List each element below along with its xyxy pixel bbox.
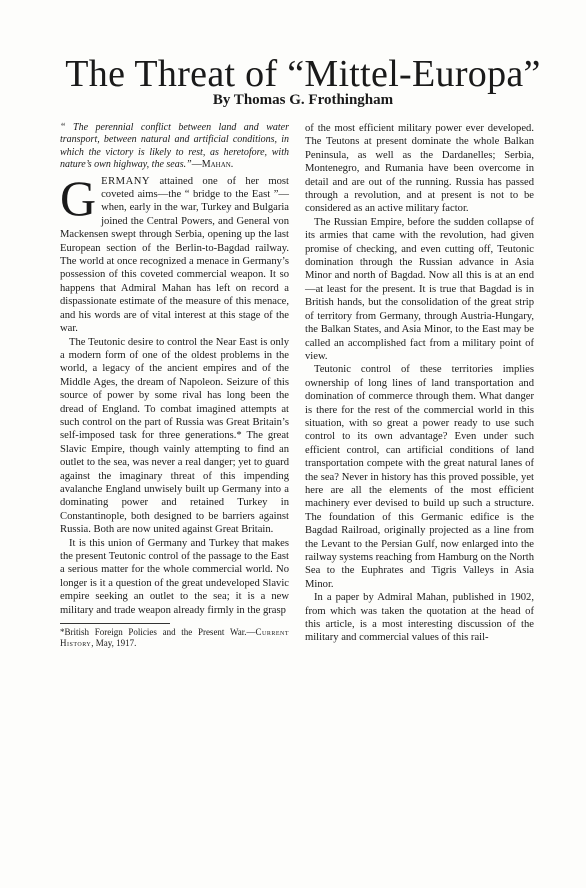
footnote — [60, 627, 289, 649]
article-byline: By Thomas G. Frothingham — [212, 92, 394, 108]
paragraph: In a paper by Admiral Mahan, published in 1902, from which was taken the quotation at the head of this article, is a most interesting discussion of the military and commercial values of this rail- — [305, 592, 534, 644]
footnote-divider — [60, 623, 170, 624]
paragraph: Teutonic control of these territories implies ownership of long lines of land transportation and domination of commerce through them. What danger is there for the rest of the commercial world in this situation, with so great a power ready to use such control to its own advantage? Even under such efficient control, can artificial conditions of land transportation compete with the great natural lanes of the sea? Never in history has this proved possible, yet here are all the elements of the most efficient machinery ever devised to build up such a structure. The foundation of this Germanic edifice is the Bagdad Railroad, originally projected as a line from the Levant to the Persian Gulf, now enlarged into the railway systems reaching from Hamburg on the North Sea to the Euphrates and Tigris Valleys in Asia Minor. — [305, 364, 534, 590]
lead-paragraph — [60, 169, 289, 336]
lead-caps: ERMANY — [101, 175, 151, 187]
footnote-source: Current History — [60, 627, 289, 649]
paragraph: It is this union of Germany and Turkey that makes the present Teutonic control of the passage to the East a serious matter for the whole commercial world. No longer is it a question of the great undeveloped Slavic empire seeking an outlet to the sea; it is a new military and trade weapon already firmly in the grasp — [60, 537, 289, 616]
epigraph — [60, 122, 289, 172]
right-column — [305, 122, 534, 645]
paragraph: of the most efficient military power ever developed. The Teutons at present dominate the whole Balkan Peninsula, as well as the Dardanelles; Serbia, Montenegro, and Rumania have been overcome in detail and are out of the running. Russia has passed through a revolution, and at present is not to be considered as an active military factor. — [305, 123, 534, 215]
epigraph-source: —Mahan. — [191, 159, 234, 171]
left-column — [60, 122, 289, 649]
article-title: The Threat of “Mittel-Europa” — [65, 53, 541, 95]
footnote-date: , May, 1917. — [91, 638, 137, 649]
footnote-text: *British Foreign Policies and the Present War.— — [60, 627, 256, 638]
epigraph-text: “ The perennial conflict between land and water transport, between natural and artificial conditions, in which the victory is likely to rest, as heretofore, with nature’s own highway, the seas.” — [60, 122, 289, 171]
paragraph: The Teutonic desire to control the Near East is only a modern form of one of the oldest problems in the world, a legacy of the ancient empires and of the Middle Ages, the dream of Napoleon. Seizure of this source of power by some rival has long been the dread of England. To combat imagined attempts at such control on the part of Russia was Great Britain’s self-imposed task for three generations.* The great Slavic Empire, though vainly attempting to find an outlet to the sea, was never a real danger; yet to guard against the imaginary threat of this impending avalanche England unwisely built up Germany into a dominating power and retained Turkey in Constantinople, both designed to be barriers against Russia. Both are now united against Great Britain. — [60, 336, 289, 536]
paragraph-text: attained one of her most coveted aims—the “ bridge to the East ”—when, early in the war, Turkey and Bulgaria joined the Central Powers, and General von Mackensen swept through Serbia, opening up the last European section of the Berlin-to-Bagdad railway. The world at once recognized a menace in Germany’s possession of this coveted commercial weapon. It so happens that Admiral Mahan has left on record a dispassionate estimate of the measure of this menace, and his words are of vital interest at this stage of the war. — [60, 175, 289, 335]
drop-cap: G — [60, 169, 97, 226]
paragraph: The Russian Empire, before the sudden collapse of its armies that came with the revolution, had given promise of checking, and even cutting off, Teutonic domination through the Russian advance in Asia Minor and north of Bagdad. Now all this is at an end—at least for the present. It is true that Bagdad is in British hands, but the consolidation of the great strip of territory from Germany, through Austria-Hungary, the Balkan States, and Asia Minor, to the East may be called an accomplished fact from a military point of view. — [305, 216, 534, 362]
